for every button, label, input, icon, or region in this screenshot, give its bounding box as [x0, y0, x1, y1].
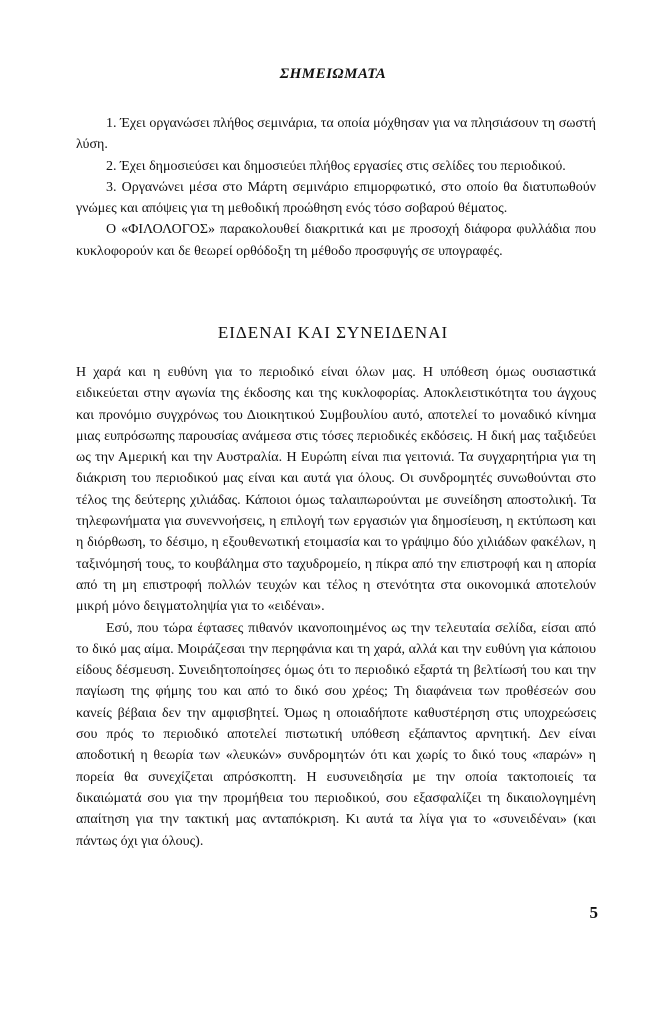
notes-list: [76, 113, 596, 262]
note-item: Ο «ΦΙΛΟΛΟΓΟΣ» παρακολουθεί διακριτικά και με προσοχή διάφορα φυλλάδια που κυκλοφορούν και δε θεωρεί ορθόδοξη τη μέθοδο προσφυγής σε υπογραφές.: [76, 222, 596, 259]
body-paragraph: Η χαρά και η ευθύνη για το περιοδικό είναι όλων μας. Η υπόθεση όμως ουσιαστικά ειδικεύεται στην αγωνία της έκδοσης και της κυκλοφορίας. Αποκλειστικότητα του άγχους και προνόμιο συγχρόνως του Διοικητικού Συμβουλίου αυτό, αποτελεί το μοναδικό κίνημα μιας ευπρόσωπης παρουσίας ανάμεσα στις τόσες περιοδικές εκδόσεις. Η δική μας ταξιδεύει ως την Αμερική και την Αυστραλία. Η Ευρώπη είναι πια γειτονιά. Τα συγχαρητήρια για τη διάκριση του περιοδικού μας είναι και αυτά για όλους. Οι συνδρομητές συνωθούνται στο τέλος της δεύτερης χιλιάδας. Κάποιοι όμως ταλαιπωρούνται με συνείδηση αποστολική. Τα τηλεφωνήματα για συνεννοήσεις, η επιλογή των εργασιών για δημοσίευση, η εκτύπωση και η διόρθωση, το δέσιμο, η εξουθενωτική ετοιμασία και το γράψιμο δύο χιλιάδων φακέλων, η ταξινόμησή τους, το κουβάλημα στο ταχυδρομείο, η πίκρα από την επιστροφή και η απορία από τη μη επιστροφή πολλών τευχών και τέλος η στενότητα στα οικονομικά αποτελούν μικρή μόνο δειγματοληψία για το «ειδέναι».: [76, 365, 596, 615]
body-paragraph: Εσύ, που τώρα έφτασες πιθανόν ικανοποιημένος ως την τελευταία σελίδα, είσαι από το δικό μας αίμα. Μοιράζεσαι την περηφάνια και τη χαρά, αλλά και την ευθύνη για κάποιου είδους δέσμευση. Συνειδητοποίησες όμως ότι το περιοδικό εξαρτά τη βελτίωσή του και την παγίωση της φήμης του και από το δικό σου χρέος; Τη διαφάνεια των προθέσεών σου κανείς βέβαια δεν την αμφισβητεί. Όμως η οποιαδήποτε καθυστέρηση στις υποχρεώσεις σου πρός το περιοδικό αποτελεί πιστωτική υπόθεση εξάπαντος αρνητική. Δεν είναι αποδοτική η θεωρία των «λευκών» συνδρομητών ότι και χωρίς το δικό τους «παρών» η πορεία θα συνεχίζεται απρόσκοπτη. Η ευσυνειδησία με την οποία τακτοποιείς τα δικαιώματά σου για την προμήθεια του περιοδικού, σου εξασφαλίζει τη δικαιολογημένη απαίτηση για την τακτική μας ανταπόκριση. Κι αυτά τα λίγα για το «συνειδέναι» (και πάντως όχι για όλους).: [76, 620, 596, 849]
note-item: 1. Έχει οργανώσει πλήθος σεμινάρια, τα οποία μόχθησαν για να πλησιάσουν τη σωστή λύση.: [76, 116, 596, 153]
note-item: 2. Έχει δημοσιεύσει και δημοσιεύει πλήθος εργασίες στις σελίδες του περιοδικού.: [106, 158, 566, 174]
page-number: 5: [589, 903, 598, 922]
page-heading: ΣΗΜΕΙΩΜΑΤΑ: [279, 66, 387, 82]
section-title: ΕΙΔΕΝΑΙ ΚΑΙ ΣΥΝΕΙΔΕΝΑΙ: [217, 323, 449, 342]
note-item: 3. Οργανώνει μέσα στο Μάρτη σεμινάριο επιμορφωτικό, στο οποίο θα διατυπωθούν γνώμες και απόψεις για τη μεθοδική προώθηση ενός τόσο σοβαρού θέματος.: [76, 179, 596, 217]
section-body: [76, 362, 596, 852]
